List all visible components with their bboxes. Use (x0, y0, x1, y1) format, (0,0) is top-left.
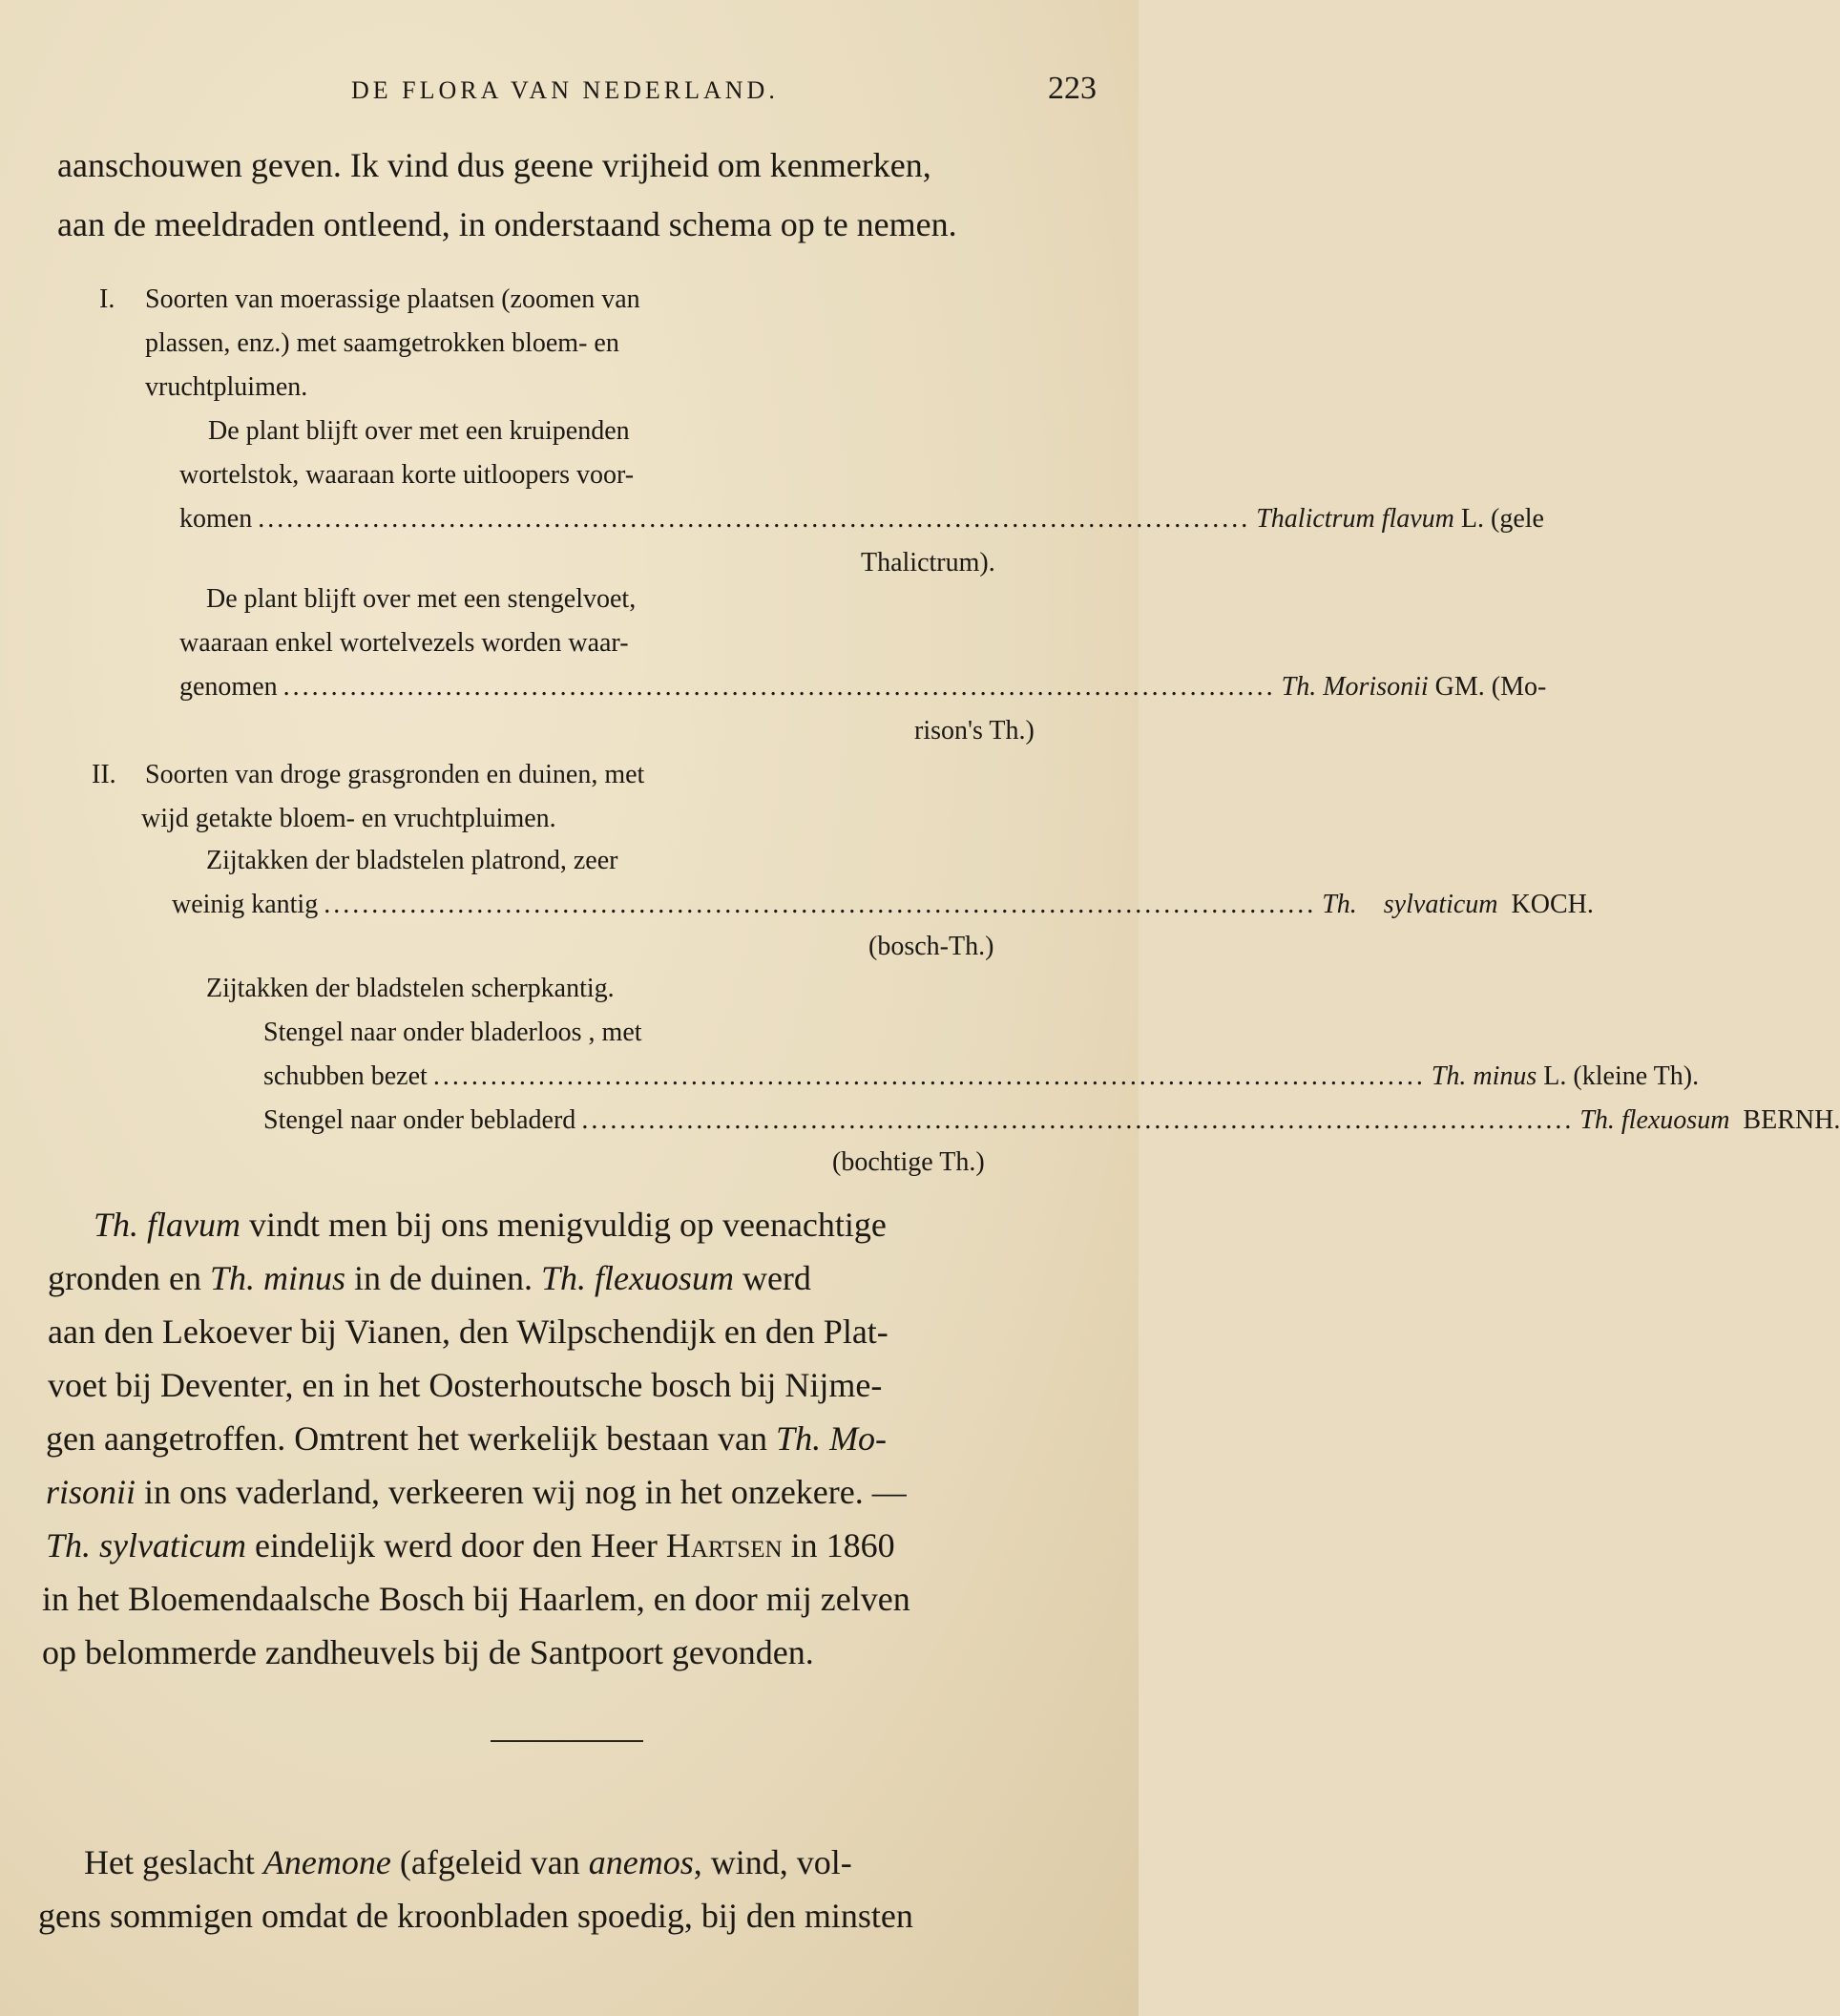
paragraph-line: risonii in ons vaderland, verkeeren wij nog in het onzekere. — (46, 1473, 907, 1511)
key-line: Soorten van droge grasgronden en duinen, met (145, 760, 645, 789)
key-line: Stengel naar onder bladerloos , met (263, 1018, 642, 1047)
key-entry-row (263, 1061, 1700, 1092)
species-name: Th. Morisonii GM. (Mo- (1281, 672, 1547, 702)
species-name: Th. sylvaticum KOCH. (1322, 890, 1594, 919)
section-divider (491, 1740, 643, 1742)
paragraph-line: in het Bloemendaalsche Bosch bij Haarlem, en door mij zelven (42, 1580, 910, 1618)
paragraph-line: Het geslacht Anemone (afgeleid van anemos, wind, vol- (84, 1843, 852, 1881)
common-name: Thalictrum). (861, 548, 995, 578)
key-line: komen (179, 504, 253, 534)
key-line: waaraan enkel wortelvezels worden waar- (179, 628, 629, 658)
key-line: Soorten van moerassige plaatsen (zoomen van (145, 284, 640, 314)
common-name: rison's Th.) (914, 716, 1035, 746)
paragraph-line: voet bij Deventer, en in het Oosterhoutsche bosch bij Nijme- (48, 1366, 883, 1404)
page-number: 223 (1048, 71, 1097, 106)
paragraph-line: Th. flavum vindt men bij ons menigvuldig op veenachtige (94, 1206, 887, 1244)
paragraph-line: Th. sylvaticum eindelijk werd door den Heer Hartsen in 1860 (46, 1526, 895, 1564)
key-line: Stengel naar onder bebladerd (263, 1105, 576, 1135)
key-line: vruchtpluimen. (145, 372, 308, 402)
key-line: De plant blijft over met een stengelvoet, (206, 584, 637, 614)
key-entry-row (172, 890, 1594, 920)
running-title: DE FLORA VAN NEDERLAND. (351, 76, 779, 104)
key-line: wortelstok, waaraan korte uitloopers voor- (179, 460, 635, 490)
dot-leader: ........................................................................................................ (581, 1105, 1575, 1135)
key-line: wijd getakte bloem- en vruchtpluimen. (141, 804, 556, 833)
dot-leader: ........................................................................................................ (324, 890, 1317, 919)
key-entry-row (179, 672, 1547, 703)
paragraph-line: op belommerde zandheuvels bij de Santpoort gevonden. (42, 1633, 814, 1671)
species-name: Th. flexuosum BERNH. (1579, 1105, 1840, 1135)
species-name: Th. minus L. (kleine Th). (1431, 1061, 1700, 1091)
key-line: genomen (179, 672, 278, 702)
paragraph-line: aan den Lekoever bij Vianen, den Wilpschendijk en den Plat- (48, 1312, 889, 1351)
common-name: (bochtige Th.) (832, 1147, 985, 1177)
key-numeral: I. (99, 284, 115, 314)
key-line: plassen, enz.) met saamgetrokken bloem- en (145, 328, 619, 358)
paragraph-line: gens sommigen omdat de kroonbladen spoedig, bij den minsten (38, 1897, 913, 1935)
intro-line: aan de meeldraden ontleend, in onderstaand schema op te nemen. (57, 205, 957, 243)
key-line: De plant blijft over met een kruipenden (208, 416, 630, 446)
common-name: (bosch-Th.) (868, 932, 994, 961)
dot-leader: ........................................................................................................ (258, 504, 1251, 534)
key-numeral: II. (92, 760, 116, 789)
key-line: Zijtakken der bladstelen platrond, zeer (206, 846, 618, 875)
key-entry-row (263, 1105, 1840, 1136)
species-name: Thalictrum flavum L. (gele (1256, 504, 1544, 534)
paragraph-line: gronden en Th. minus in de duinen. Th. flexuosum werd (48, 1259, 811, 1297)
dot-leader: ........................................................................................................ (432, 1061, 1426, 1091)
key-line: Zijtakken der bladstelen scherpkantig. (206, 974, 615, 1003)
key-entry-row (179, 504, 1544, 535)
paragraph-line: gen aangetroffen. Omtrent het werkelijk bestaan van Th. Mo- (46, 1419, 888, 1458)
dot-leader: ........................................................................................................ (282, 672, 1276, 702)
key-line: schubben bezet (263, 1061, 428, 1091)
intro-line: aanschouwen geven. Ik vind dus geene vrijheid om kenmerken, (57, 146, 931, 184)
key-line: weinig kantig (172, 890, 319, 919)
